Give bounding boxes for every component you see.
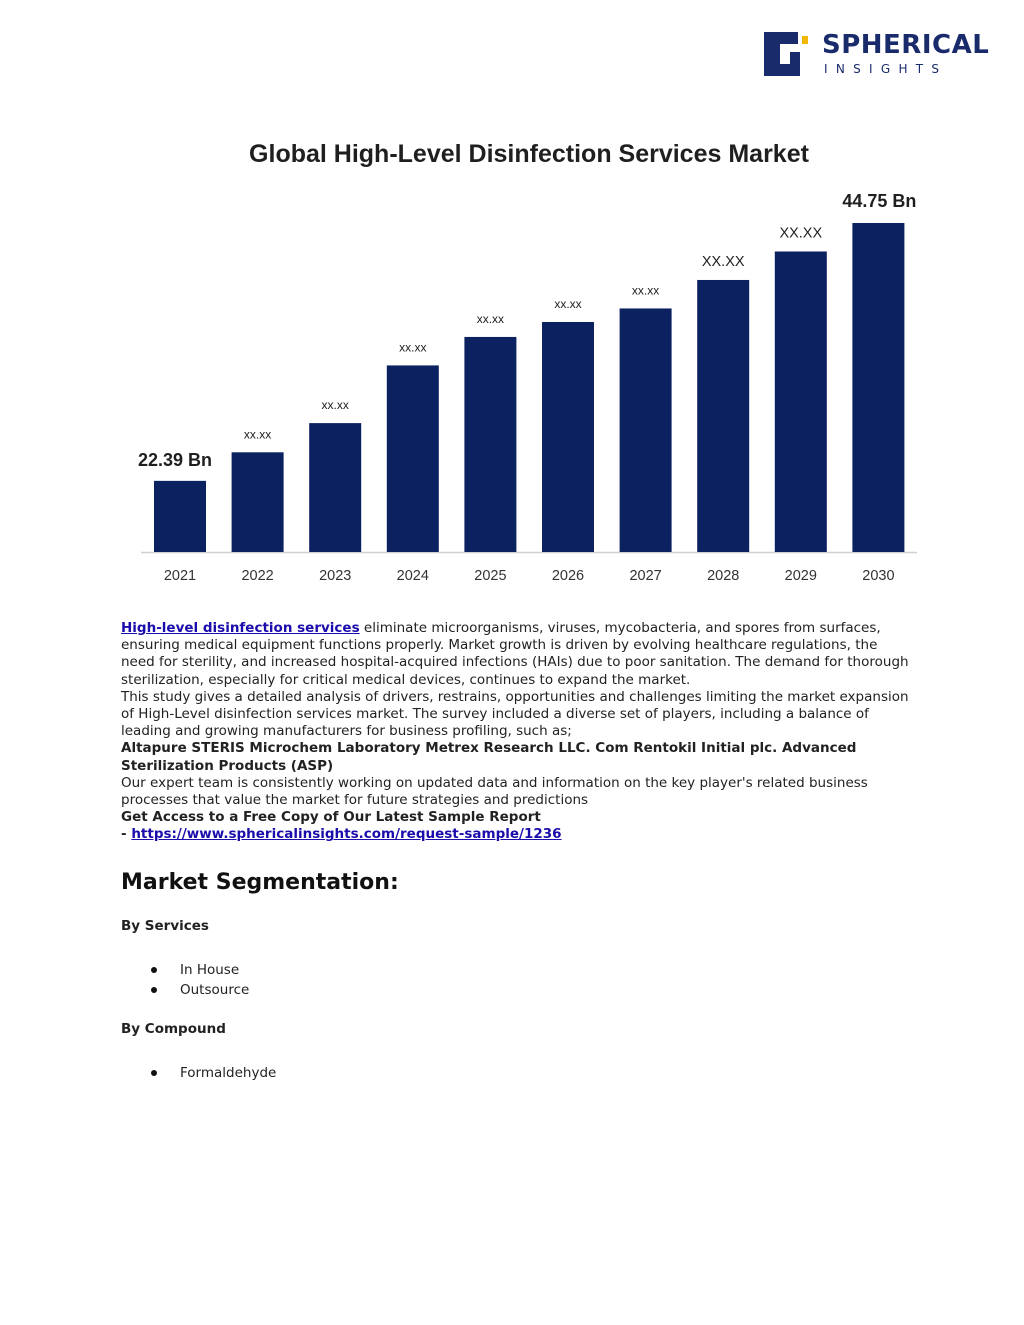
data-label: 22.39 Bn: [138, 449, 213, 470]
study-paragraph: This study gives a detailed analysis of drivers, restrains, opportunities and challenges limiting the market expansion of High-Level disinfection services market. The survey included a diverse set of players, including a balance of leading and growing manufacturers for business profiling, such as;: [121, 688, 909, 740]
service-label: Outsource: [180, 981, 250, 998]
x-tick-label: 2028: [707, 568, 740, 584]
list-item: [151, 1063, 911, 1083]
bar-2023: [309, 423, 361, 552]
bar-2027: [620, 308, 672, 552]
intro-paragraph: [121, 620, 911, 689]
article-body: [121, 620, 911, 1083]
services-list: [151, 960, 911, 1000]
list-item: [151, 960, 911, 980]
data-label: xx.xx: [243, 427, 272, 442]
intro-text: eliminate microorganisms, viruses, mycobacteria, and spores from surfaces, ensuring medical equipment functions properly. Market growth is driven by evolving healthcare regulations, the need for sterility, and increased hospital-acquired infections (HAIs) due to poor sanitation. The demand for thorough sterilization, especially for critical medical devices, continues to expand the market.: [121, 620, 909, 688]
bar-2026: [542, 322, 594, 552]
sample-report-label: Get Access to a Free Copy of Our Latest Sample Report: [121, 809, 541, 826]
brand-name: SPHERICAL: [822, 30, 990, 60]
market-chart: [0, 120, 1024, 600]
bar-2024: [387, 365, 439, 552]
data-label: XX.XX: [779, 225, 823, 242]
bar-2021: [154, 481, 206, 552]
data-label: xx.xx: [554, 296, 582, 311]
market-segmentation-heading: Market Segmentation:: [121, 869, 399, 895]
key-players-paragraph: Altapure STERIS Microchem Laboratory Metrex Research LLC. Com Rentokil Initial plc. Advanced Sterilization Products (ASP): [121, 740, 857, 774]
sample-report-paragraph: [121, 809, 911, 843]
sample-report-link[interactable]: https://www.sphericalinsights.com/request-sample/1236: [131, 826, 562, 843]
brand-logo: [762, 30, 990, 80]
by-compound-heading: By Compound: [121, 1020, 226, 1037]
high-level-disinfection-link[interactable]: High-level disinfection services: [121, 620, 360, 636]
compound-label: Formaldehyde: [180, 1065, 277, 1082]
x-tick-label: 2027: [629, 568, 662, 584]
data-label: xx.xx: [399, 340, 427, 355]
bullet-icon: [151, 1070, 157, 1076]
brand-tagline: INSIGHTS: [824, 62, 948, 76]
data-label: XX.XX: [701, 253, 745, 270]
bar-2028: [697, 280, 749, 552]
bullet-icon: [151, 967, 157, 973]
data-label: 44.75 Bn: [842, 191, 917, 211]
sample-report-dash: -: [121, 826, 132, 843]
expert-team-paragraph: Our expert team is consistently working on updated data and information on the key player's related business processes that value the market for future strategies and predictions: [121, 774, 868, 809]
x-tick-label: 2023: [319, 568, 352, 584]
service-label: In House: [180, 961, 240, 978]
chart-title: Global High-Level Disinfection Services Market: [249, 140, 809, 168]
bullet-icon: [151, 987, 157, 993]
x-tick-label: 2021: [163, 568, 197, 584]
bar-2030: [852, 223, 904, 552]
x-tick-label: 2022: [241, 568, 274, 584]
bar-2029: [775, 251, 827, 552]
x-tick-label: 2030: [862, 568, 895, 584]
x-tick-label: 2025: [474, 568, 507, 584]
data-label: xx.xx: [476, 311, 505, 326]
list-item: [151, 980, 911, 1000]
bar-chart: [0, 120, 1024, 600]
spherical-insights-logo-icon: [762, 30, 812, 78]
compounds-list: [151, 1063, 911, 1083]
x-tick-label: 2024: [396, 568, 429, 584]
x-tick-label: 2026: [551, 568, 585, 584]
bar-2025: [464, 337, 516, 552]
by-services-heading: By Services: [121, 917, 209, 934]
data-label: xx.xx: [631, 283, 660, 298]
data-label: xx.xx: [321, 398, 349, 413]
bar-2022: [232, 452, 284, 552]
x-tick-label: 2029: [784, 568, 817, 584]
